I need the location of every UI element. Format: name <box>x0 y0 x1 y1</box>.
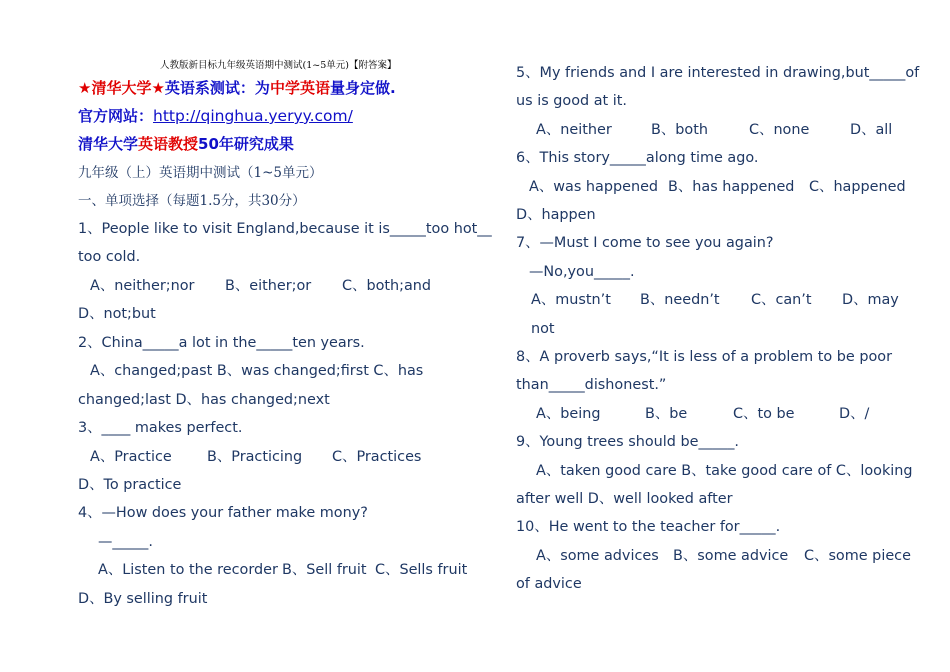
promo-line-2 <box>78 106 353 126</box>
website-label: 官方网站： <box>78 107 154 125</box>
q7-option-d: D、may <box>842 292 899 308</box>
q5-option-c: C、none <box>749 122 810 138</box>
q1-stem: 1、People like to visit England,because it is_____too hot__ <box>78 221 492 237</box>
promo3-text-a: 清华大学 <box>78 135 139 153</box>
q4-option-b: B、Sell fruit <box>282 562 367 578</box>
q8-option-c: C、to be <box>733 406 795 422</box>
q5-option-a: A、neither <box>536 122 612 138</box>
q4-option-a: A、Listen to the recorder <box>98 562 278 578</box>
q2-options-cont: changed;last D、has changed;next <box>78 392 330 408</box>
q4-option-c: C、Sells fruit <box>375 562 468 578</box>
q6-option-a: A、was happened <box>529 179 659 195</box>
q2-stem: 2、China_____a lot in the_____ten years. <box>78 335 365 351</box>
q1-option-b: B、either;or <box>225 278 312 294</box>
q10-option-b: B、some advice <box>673 548 789 564</box>
q9-options-cont: after well D、well looked after <box>516 491 733 507</box>
q3-option-d: D、To practice <box>78 477 182 493</box>
q4-stem-cont: —_____. <box>98 534 153 550</box>
q6-option-b: B、has happened <box>668 179 795 195</box>
q7-option-c: C、can’t <box>751 292 812 308</box>
q1-option-a: A、neither;nor <box>90 278 195 294</box>
q10-option-c: C、some piece <box>804 548 911 564</box>
promo-text-b: 中学英语 <box>269 79 330 97</box>
promo3-text-b: 英语教授 <box>138 135 199 153</box>
q8-stem: 8、A proverb says,“It is less of a problem to be poor <box>516 349 893 365</box>
q2-options: A、changed;past B、was changed;first C、has <box>90 363 424 379</box>
q8-option-d: D、/ <box>839 406 870 422</box>
q10-option-c-cont: of advice <box>516 576 582 592</box>
q9-stem: 9、Young trees should be_____. <box>516 434 739 450</box>
section-heading: 一、单项选择（每题1.5分，共30分） <box>78 193 306 209</box>
q5-option-b: B、both <box>651 122 708 138</box>
q10-option-a: A、some advices <box>536 548 659 564</box>
promo-text-c: 量身定做. <box>329 79 396 97</box>
q8-option-b: B、be <box>645 406 688 422</box>
website-link[interactable]: http://qinghua.yeryy.com/ <box>153 107 353 125</box>
exam-heading: 九年级（上）英语期中测试（1~5单元） <box>78 165 323 181</box>
promo-line-1 <box>78 78 396 98</box>
promo-text-a: 英语系测试：为 <box>164 79 270 97</box>
q9-options: A、taken good care B、take good care of C、looking <box>536 463 913 479</box>
q7-stem: 7、—Must I come to see you again? <box>516 235 774 251</box>
q10-stem: 10、He went to the teacher for_____. <box>516 519 781 535</box>
q6-stem: 6、This story_____along time ago. <box>516 150 759 166</box>
promo-line-3 <box>78 134 294 154</box>
q3-option-b: B、Practicing <box>207 449 303 465</box>
star-icon: ★ <box>78 79 92 97</box>
q1-stem-cont: too cold. <box>78 249 141 265</box>
q1-option-d: D、not;but <box>78 306 156 322</box>
star-icon: ★ <box>151 79 165 97</box>
q3-option-a: A、Practice <box>90 449 172 465</box>
q3-stem: 3、____ makes perfect. <box>78 420 243 436</box>
q1-option-c: C、both;and <box>342 278 432 294</box>
q4-option-d: D、By selling fruit <box>78 591 208 607</box>
q8-option-a: A、being <box>536 406 601 422</box>
promo3-text-c: 50年研究成果 <box>198 135 294 153</box>
q5-option-d: D、all <box>850 122 893 138</box>
q8-stem-cont: than_____dishonest.” <box>516 377 667 393</box>
q5-stem-cont: us is good at it. <box>516 93 627 109</box>
q6-option-d: D、happen <box>516 207 596 223</box>
q7-stem-cont: —No,you_____. <box>529 264 635 280</box>
q6-option-c: C、happened <box>809 179 906 195</box>
q5-stem: 5、My friends and I are interested in drawing,but_____of <box>516 65 920 81</box>
q3-option-c: C、Practices <box>332 449 422 465</box>
q7-option-d-cont: not <box>531 321 555 337</box>
document-title: 人教版新目标九年级英语期中测试(1~5单元)【附答案】 <box>160 60 397 71</box>
q7-option-b: B、needn’t <box>640 292 720 308</box>
q4-stem: 4、—How does your father make mony? <box>78 505 368 521</box>
promo-school: 清华大学 <box>91 79 152 97</box>
q7-option-a: A、mustn’t <box>531 292 611 308</box>
